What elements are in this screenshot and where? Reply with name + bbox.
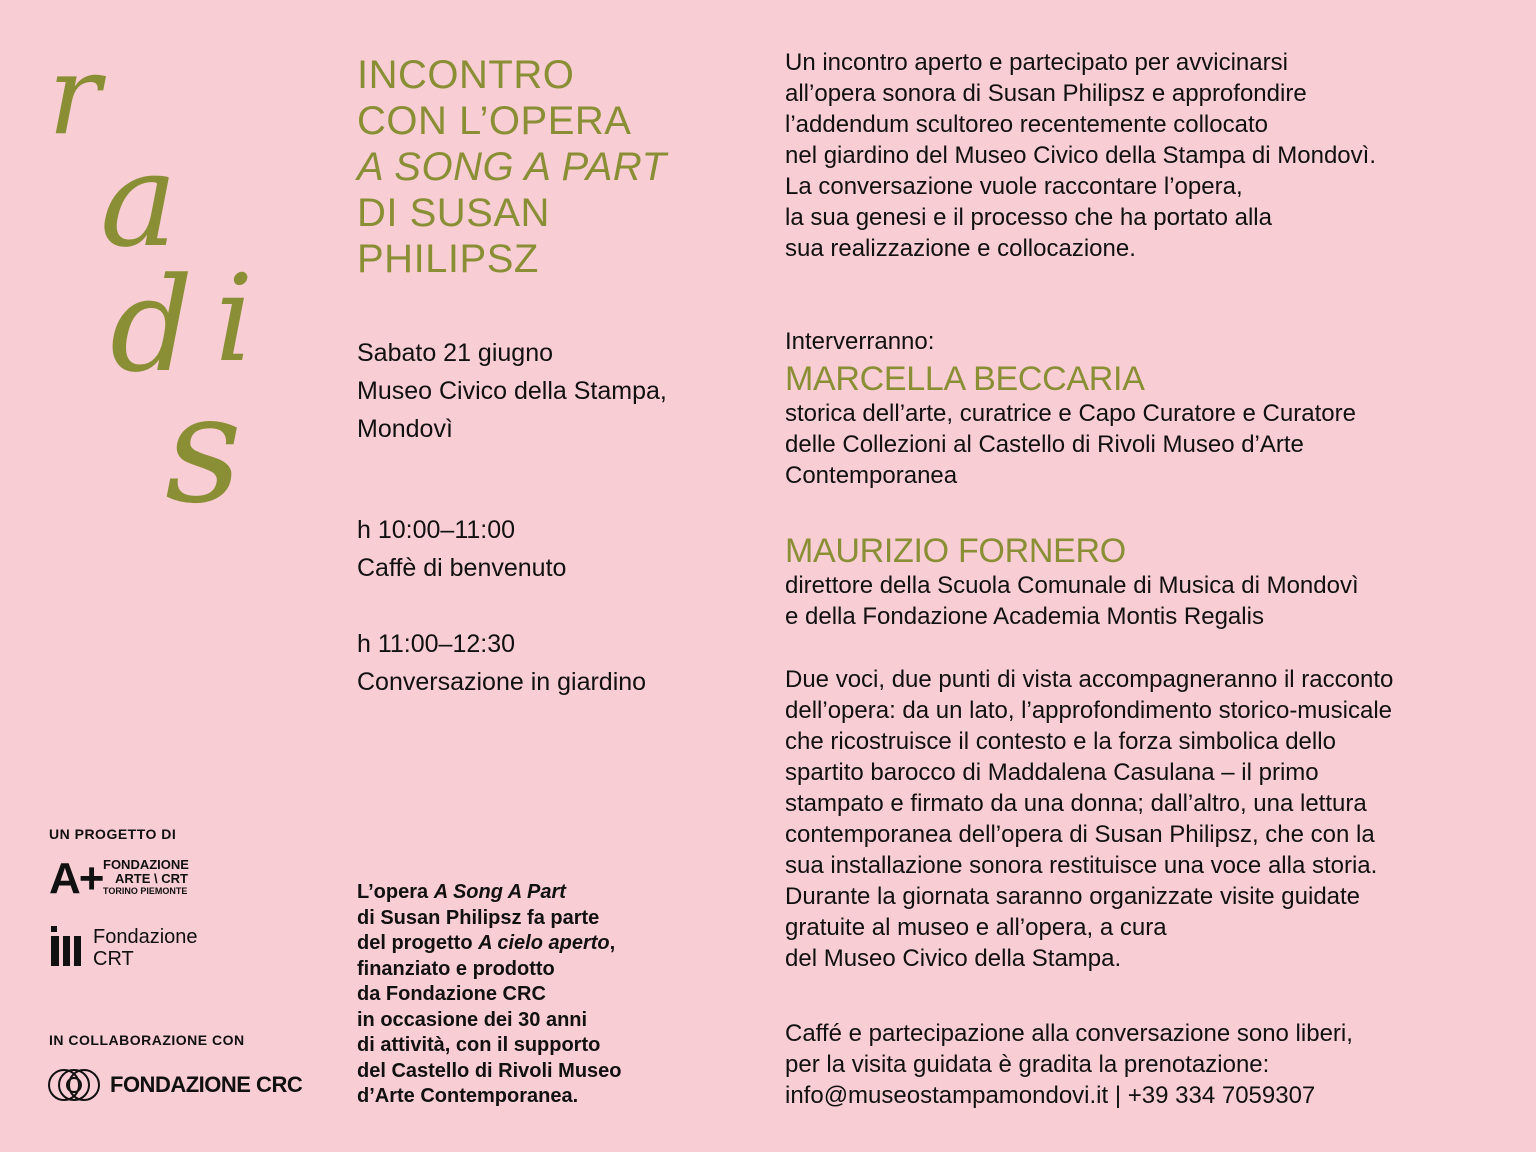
- project-label: UN PROGETTO DI: [49, 826, 177, 842]
- intro-line: all’opera sonora di Susan Philipsz e approfondire: [785, 80, 1307, 107]
- footnote-line: in occasione dei 30 anni: [357, 1008, 588, 1031]
- role-line: storica dell’arte, curatrice e Capo Curatore e Curatore: [785, 400, 1356, 427]
- event-title: [357, 52, 667, 282]
- logo-letter-a: a: [100, 124, 178, 276]
- title-line: DI SUSAN: [357, 191, 550, 235]
- schedule-slot: [357, 625, 646, 701]
- description-line: sua installazione sonora restituisce una voce alla storia.: [785, 852, 1378, 879]
- role-line: delle Collezioni al Castello di Rivoli Museo d’Arte: [785, 431, 1304, 458]
- footnote-line: di Susan Philipsz fa parte: [357, 906, 600, 929]
- contact-info: [785, 1018, 1353, 1111]
- slot-label: Caffè di benvenuto: [357, 554, 567, 582]
- role-line: Contemporanea: [785, 462, 958, 489]
- collaboration-label: IN COLLABORAZIONE CON: [49, 1032, 245, 1048]
- event-city: Mondovì: [357, 415, 453, 443]
- role-line: direttore della Scuola Comunale di Musica di Mondovì: [785, 572, 1359, 599]
- title-line: INCONTRO: [357, 53, 575, 97]
- speaker-role: [785, 570, 1359, 632]
- role-line: e della Fondazione Academia Montis Regalis: [785, 603, 1264, 630]
- logo-letter-r: r: [48, 31, 101, 159]
- intro-paragraph: [785, 47, 1376, 264]
- arte-logo-mark: A+: [49, 854, 103, 903]
- contact-line: Caffé e partecipazione alla conversazione sono liberi,: [785, 1020, 1353, 1047]
- footnote-line: del progetto A cielo aperto,: [357, 932, 616, 954]
- logo-letter-s: s: [165, 363, 242, 537]
- contact-line: per la visita guidata è gradita la prenotazione:: [785, 1051, 1270, 1078]
- footnote-line: d’Arte Contemporanea.: [357, 1085, 579, 1107]
- logo-letter-i: i: [215, 250, 254, 389]
- description-line: dell’opera: da un lato, l’approfondimento storico-musicale: [785, 697, 1393, 724]
- description-line: stampato e firmato da una donna; dall’altro, una lettura: [785, 790, 1367, 817]
- fondazione-crc-logo: [46, 1064, 303, 1108]
- description-line: gratuite al museo e all’opera, a cura: [785, 914, 1167, 941]
- intro-line: l’addendum scultoreo recentemente collocato: [785, 111, 1268, 138]
- description-line: Durante la giornata saranno organizzate visite guidate: [785, 883, 1361, 910]
- slot-time: h 11:00–12:30: [357, 630, 516, 658]
- intro-line: sua realizzazione e collocazione.: [785, 235, 1136, 262]
- description-line: Due voci, due punti di vista accompagneranno il racconto: [785, 666, 1394, 693]
- event-place: Museo Civico della Stampa,: [357, 377, 667, 405]
- speaker-name: MAURIZIO FORNERO: [785, 532, 1126, 570]
- title-work-name: A SONG A PART: [357, 145, 667, 189]
- schedule-slot: [357, 511, 566, 587]
- crt-bars-icon: [49, 926, 87, 968]
- title-line: PHILIPSZ: [357, 237, 539, 281]
- fondazione-arte-crt-logo: [49, 856, 249, 908]
- footnote-line: da Fondazione CRC: [357, 983, 546, 1005]
- footnote-line: del Castello di Rivoli Museo: [357, 1059, 622, 1082]
- slot-label: Conversazione in giardino: [357, 668, 647, 696]
- crc-rings-icon: [46, 1064, 106, 1108]
- speaker-role: [785, 398, 1356, 491]
- event-location: [357, 334, 667, 448]
- description-line: contemporanea dell’opera di Susan Philipsz, che con la: [785, 821, 1375, 848]
- fondazione-crt-logo: [49, 926, 249, 970]
- title-line: CON L’OPERA: [357, 99, 632, 143]
- radis-logo: [40, 31, 270, 537]
- description-line: del Museo Civico della Stampa.: [785, 945, 1122, 972]
- crc-logo-text: FONDAZIONE CRC: [110, 1072, 303, 1097]
- description-line: che ricostruisce il contesto e la forza simbolica dello: [785, 728, 1336, 755]
- description-line: spartito barocco di Maddalena Casulana – il primo: [785, 759, 1319, 786]
- crt-logo-text: Fondazione CRT: [93, 926, 198, 970]
- contact-email-phone[interactable]: info@museostampamondovi.it | +39 334 7059307: [785, 1082, 1316, 1109]
- footnote-line: L’opera A Song A Part: [357, 881, 566, 903]
- footnote-line: finanziato e prodotto: [357, 957, 555, 980]
- project-footnote: [357, 880, 622, 1110]
- intro-line: la sua genesi e il processo che ha portato alla: [785, 204, 1272, 231]
- footnote-line: di attività, con il supporto: [357, 1034, 601, 1056]
- intro-line: La conversazione vuole raccontare l’opera,: [785, 173, 1243, 200]
- intro-line: nel giardino del Museo Civico della Stampa di Mondovì.: [785, 142, 1376, 169]
- speaker-name: MARCELLA BECCARIA: [785, 360, 1145, 398]
- event-date: Sabato 21 giugno: [357, 339, 554, 367]
- description-paragraph: [785, 664, 1393, 974]
- slot-time: h 10:00–11:00: [357, 516, 516, 544]
- speakers-label: Interverranno:: [785, 328, 935, 355]
- logo-letter-d: d: [110, 249, 194, 401]
- intro-line: Un incontro aperto e partecipato per avvicinarsi: [785, 49, 1288, 76]
- arte-logo-text: FONDAZIONE ARTE \ CRT TORINO PIEMONTE: [103, 857, 189, 896]
